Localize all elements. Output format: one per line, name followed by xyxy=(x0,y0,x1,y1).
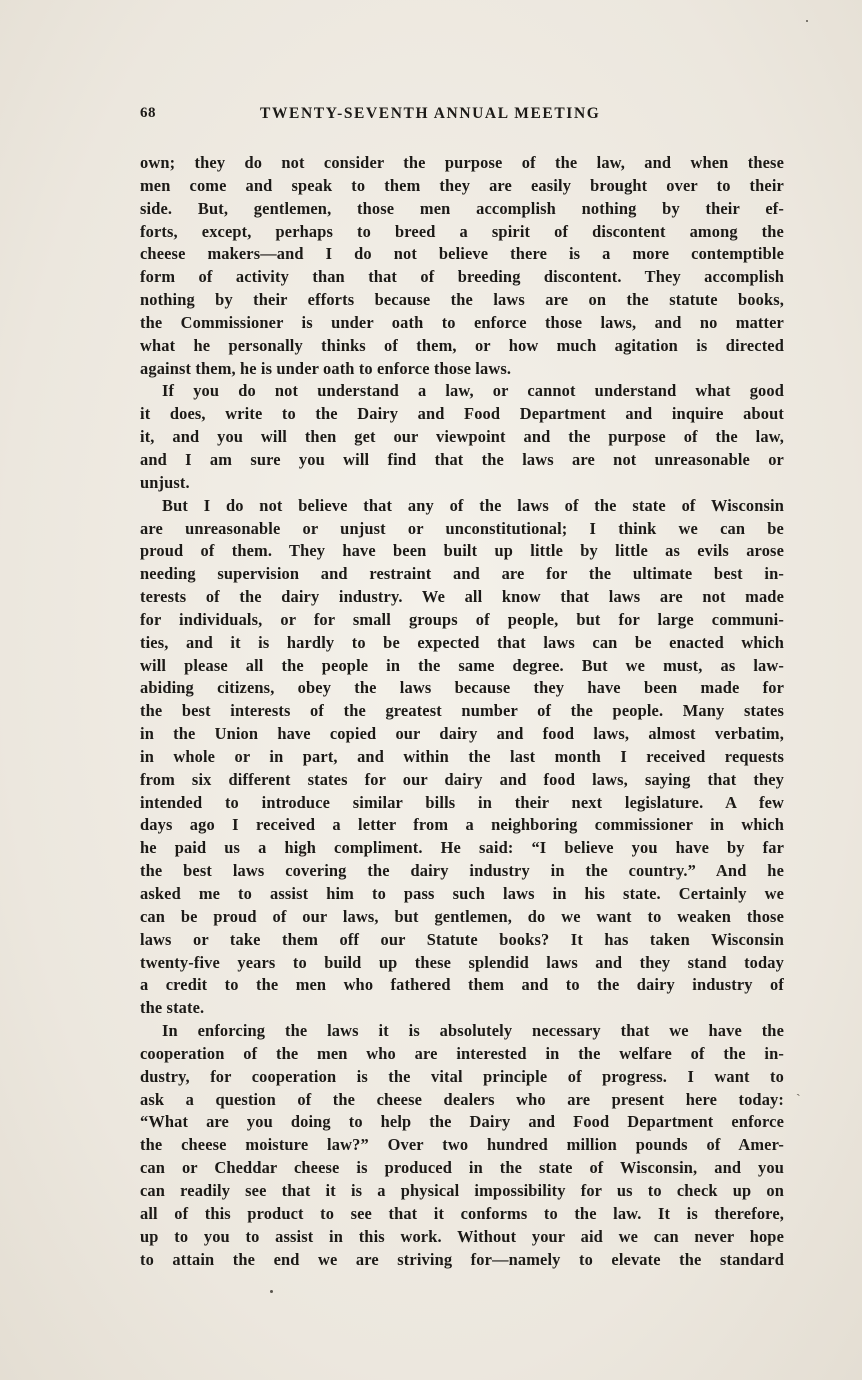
text-line: the best interests of the greatest number of the people. Many states xyxy=(140,701,784,721)
paragraph-first-line: But I do not believe that any of the laws of the state of Wisconsin xyxy=(162,495,784,515)
text-line: can readily see that it is a physical impossibility for us to check up on xyxy=(140,1180,784,1200)
text-line: will please all the people in the same degree. But we must, as law- xyxy=(140,655,784,675)
body-text xyxy=(140,152,784,1271)
text-line: abiding citizens, obey the laws because they have been made for xyxy=(140,678,784,698)
running-head: TWENTY-SEVENTH ANNUAL MEETING xyxy=(260,105,601,122)
text-line: the cheese moisture law?” Over two hundred million pounds of Amer- xyxy=(140,1135,784,1155)
text-line: unjust. xyxy=(140,472,190,492)
text-line: the best laws covering the dairy industry in the country.” And he xyxy=(140,861,784,881)
text-line: for individuals, or for small groups of people, but for large communi- xyxy=(140,609,784,629)
text-line: terests of the dairy industry. We all know that laws are not made xyxy=(140,587,784,607)
paragraph-first-line: In enforcing the laws it is absolutely necessary that we have the xyxy=(162,1021,784,1041)
text-line: it, and you will then get our viewpoint and the purpose of the law, xyxy=(140,427,784,447)
text-line: needing supervision and restraint and are for the ultimate best in- xyxy=(140,564,784,584)
print-speck xyxy=(270,1290,273,1293)
text-line: against them, he is under oath to enforce those laws. xyxy=(140,358,512,378)
text-line: are unreasonable or unjust or unconstitutional; I think we can be xyxy=(140,518,784,538)
text-line: side. But, gentlemen, those men accomplish nothing by their ef- xyxy=(140,198,784,218)
text-line: ties, and it is hardly to be expected that laws can be enacted which xyxy=(140,632,784,652)
text-line: nothing by their efforts because the laws are on the statute books, xyxy=(140,290,784,310)
text-line: days ago I received a letter from a neighboring commissioner in which xyxy=(140,815,784,835)
text-line: men come and speak to them they are easily brought over to their xyxy=(140,175,784,195)
text-line: can be proud of our laws, but gentlemen, do we want to weaken those xyxy=(140,906,784,926)
text-line: ask a question of the cheese dealers who are present here today: xyxy=(140,1089,784,1109)
text-line: forts, except, perhaps to breed a spirit of discontent among the xyxy=(140,221,784,241)
text-line: twenty-five years to build up these splendid laws and they stand today xyxy=(140,952,784,972)
text-line: the state. xyxy=(140,998,205,1018)
page-number: 68 xyxy=(140,105,156,121)
text-line: a credit to the men who fathered them and to the dairy industry of xyxy=(140,975,784,995)
text-line: what he personally thinks of them, or how much agitation is directed xyxy=(140,335,784,355)
text-line: can or Cheddar cheese is produced in the state of Wisconsin, and you xyxy=(140,1158,784,1178)
text-line: up to you to assist in this work. Without your aid we can never hope xyxy=(140,1226,784,1246)
text-line: it does, write to the Dairy and Food Department and inquire about xyxy=(140,404,784,424)
text-line: laws or take them off our Statute books? It has taken Wisconsin xyxy=(140,929,784,949)
text-line: dustry, for cooperation is the vital principle of progress. I want to xyxy=(140,1066,784,1086)
text-line: own; they do not consider the purpose of the law, and when these xyxy=(140,153,784,172)
text-line: he paid us a high compliment. He said: “I believe you have by far xyxy=(140,838,784,858)
text-line: cooperation of the men who are interested in the welfare of the in- xyxy=(140,1043,784,1063)
text-line: to attain the end we are striving for—namely to elevate the standard xyxy=(140,1249,784,1269)
text-line: all of this product to see that it conforms to the law. It is therefore, xyxy=(140,1203,784,1223)
text-line: proud of them. They have been built up little by little as evils arose xyxy=(140,541,784,561)
text-line: asked me to assist him to pass such laws in his state. Certainly we xyxy=(140,884,784,903)
text-line: and I am sure you will find that the laws are not unreasonable or xyxy=(140,449,784,469)
text-line: cheese makers—and I do not believe there is a more contemptible xyxy=(140,244,784,264)
text-line: in the Union have copied our dairy and food laws, almost verbatim, xyxy=(140,724,784,744)
margin-mark: ˎ xyxy=(796,1082,801,1097)
text-line: “What are you doing to help the Dairy and Food Department enforce xyxy=(140,1112,784,1132)
text-line: in whole or in part, and within the last month I received requests xyxy=(140,746,784,766)
text-line: intended to introduce similar bills in their next legislature. A few xyxy=(140,792,784,812)
text-line: from six different states for our dairy and food laws, saying that they xyxy=(140,769,784,789)
paragraph-first-line: If you do not understand a law, or cannot understand what good xyxy=(162,381,784,401)
text-line: form of activity than that of breeding discontent. They accomplish xyxy=(140,267,784,287)
text-line: the Commissioner is under oath to enforce those laws, and no matter xyxy=(140,312,784,332)
page-header xyxy=(140,105,790,129)
print-speck xyxy=(806,20,808,22)
